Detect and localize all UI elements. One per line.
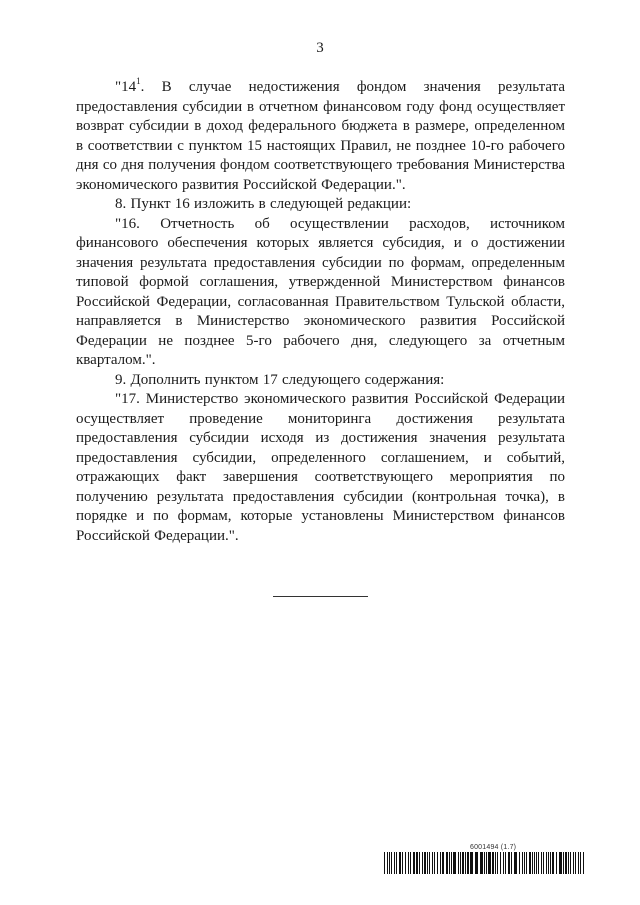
barcode-bar [524,852,525,874]
paragraph-16: "16. Отчетность об осуществлении расходов, источником финансового обеспечения которых является субсидия, и о достижении значения результата предоставления субсидии по формам, определенным типовой формой соглашения, утвержденной Министерством финансов Российской Федерации, согласованная Правительством Тульской области, направляется в Министерство экономического развития Российской Федерации не позднее 5-го рабочего дня, следующего за отчетным кварталом.". [76,215,565,368]
barcode-bar [529,852,531,874]
barcode-bar [563,852,564,874]
barcode-bar [548,852,549,874]
barcode-bar [546,852,547,874]
end-divider [273,596,368,597]
barcode-bar [575,852,576,874]
barcode-bar [384,852,385,874]
barcode-bar [399,852,401,874]
barcode-bar [505,852,506,874]
barcode-bar [424,852,426,874]
barcode-bar [394,852,395,874]
barcode-bar [396,852,397,874]
barcode-bar [410,852,411,874]
barcode-bar [573,852,574,874]
barcode-icon [384,852,584,874]
barcode-bar [508,852,510,874]
barcode-bar [449,852,450,874]
document-body [76,78,565,546]
paragraph-item-8: 8. Пункт 16 изложить в следующей редакции: [115,196,412,212]
barcode-bar [541,852,542,874]
barcode-bar [402,852,403,874]
paragraph-14-1-text: . В случае недостижения фондом значения результата предоставления субсидии в отчетном финансовом году фонд осуществляет возврат субсидии в доход федерального бюджета в размере, определенном в соответствии с пунктом 15 настоящих Правил, не позднее 10-го рабочего дня со дня получения фондом соответствующего требования Министерства экономического развития Российской Федерации.". [76,79,565,193]
barcode-bar [484,852,485,874]
barcode-bar [422,852,423,874]
barcode-bar [488,852,491,874]
barcode-bar [492,852,494,874]
barcode-bar [413,852,415,874]
barcode-bar [453,852,456,874]
barcode-bar [387,852,388,874]
barcode-bar [534,852,535,874]
barcode-bar [451,852,452,874]
barcode-bar [458,852,459,874]
barcode-bar [465,852,466,874]
barcode-bar [432,852,433,874]
barcode-bar [467,852,469,874]
barcode-bar [578,852,579,874]
barcode-bar [440,852,441,874]
barcode-bar [480,852,483,874]
barcode-bar [419,852,420,874]
barcode-bar [475,852,478,874]
barcode-bar [427,852,428,874]
barcode-bar [519,852,520,874]
barcode-bar [486,852,487,874]
barcode-bar [522,852,523,874]
paragraph-item-9: 9. Дополнить пунктом 17 следующего содержания: [115,371,445,388]
barcode-bar [565,852,567,874]
barcode-bar [495,852,496,874]
barcode-bar [434,852,435,874]
barcode-bar [391,852,392,874]
barcode-bar [405,852,406,874]
barcode-bar [526,852,527,874]
barcode-bar [408,852,409,874]
paragraph-14-1-prefix: "14 [115,79,137,95]
barcode-bar [543,852,544,874]
paragraph-17: "17. Министерство экономического развития Российской Федерации осуществляет проведение мониторинга достижения результата предоставления субсидии исходя из достижения значения результата предоставления субсидии, определенного соглашением, и событий, отражающих факт завершения соответствующего мероприятия по получению результата предоставления субсидии (контрольная точка), в порядке и по формам, которые установлены Министерством финансов Российской Федерации.". [76,391,565,544]
paragraph-14-1 [76,78,565,195]
barcode-bar [568,852,569,874]
barcode-bar [552,852,554,874]
barcode-bar [503,852,504,874]
barcode-bar [580,852,581,874]
barcode-bar [446,852,448,874]
barcode-bar [583,852,584,874]
barcode-bar [532,852,533,874]
barcode-bar [559,852,562,874]
barcode-bar [514,852,517,874]
document-code: 6001494 (1.7) [470,844,517,851]
barcode-bar [536,852,537,874]
barcode-bar [437,852,438,874]
barcode-bar [550,852,551,874]
barcode-bar [556,852,557,874]
barcode-bar [462,852,464,874]
barcode-bar [460,852,461,874]
barcode-bar [500,852,501,874]
barcode-bar [570,852,571,874]
barcode-bar [416,852,418,874]
barcode-bar [497,852,498,874]
barcode-bar [538,852,539,874]
barcode-bar [511,852,512,874]
barcode-bar [442,852,444,874]
superscript-index: 1 [136,76,141,86]
page-number: 3 [316,40,324,56]
barcode-bar [470,852,473,874]
barcode-bar [389,852,390,874]
barcode-bar [429,852,430,874]
